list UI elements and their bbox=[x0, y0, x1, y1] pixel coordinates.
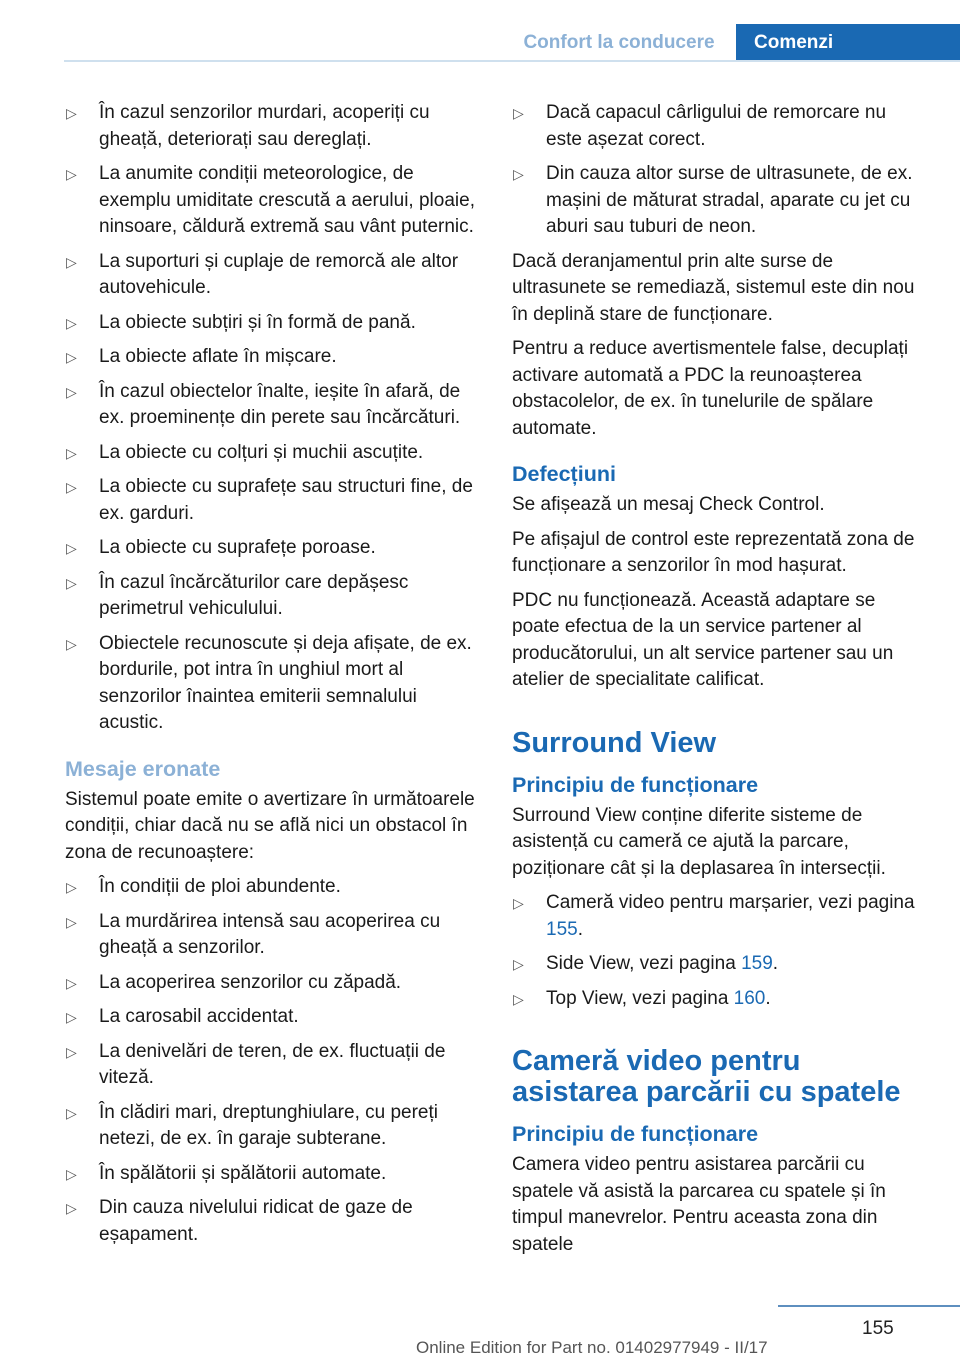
triangle-bullet-icon: ▷ bbox=[66, 1009, 77, 1025]
header-section-comenzi[interactable]: Comenzi bbox=[736, 24, 960, 62]
heading-surround-view: Surround View bbox=[512, 726, 717, 759]
errors-intro: Sistemul poate emite o avertizare în următoarele condiții, chiar dacă nu se află nici un obstacol în zona de recunoaștere: bbox=[65, 788, 475, 863]
list-item: ▷ La acoperirea senzorilor cu zăpadă. bbox=[65, 970, 479, 997]
triangle-bullet-icon: ▷ bbox=[66, 349, 77, 365]
triangle-bullet-icon: ▷ bbox=[513, 895, 524, 911]
heading-defectiuni: Defecțiuni bbox=[512, 462, 616, 486]
conditions-list bbox=[65, 100, 479, 737]
triangle-bullet-icon: ▷ bbox=[66, 1043, 77, 1060]
false-warnings-list bbox=[65, 874, 479, 1248]
triangle-bullet-icon: ▷ bbox=[66, 105, 77, 121]
list-item: ▷ La obiecte subțiri și în formă de pană. bbox=[65, 310, 479, 337]
defects-text-1: Se afișează un mesaj Check Control. bbox=[512, 494, 825, 515]
list-item: ▷ La anumite condiții meteorologice, de exemplu umiditate crescută a aerului, ploaie, ninsoare, căldură extremă sau vânt puternic. bbox=[66, 163, 475, 237]
triangle-bullet-icon: ▷ bbox=[66, 166, 77, 182]
defects-text-2: Pe afișajul de control este reprezentată zona de funcționare a senzorilor în mod hașurat. bbox=[512, 528, 915, 576]
triangle-bullet-icon: ▷ bbox=[66, 540, 77, 556]
header-divider bbox=[64, 60, 960, 62]
header-section-confort[interactable]: Confort la conducere bbox=[523, 32, 715, 53]
list-item: ▷ Din cauza nivelului ridicat de gaze de eșapament. bbox=[66, 1197, 413, 1245]
camera-text: Camera video pentru asistarea parcării cu spatele vă asistă la parcarea cu spatele și în timpul manevrelor. Pentru aceasta zona din spatele bbox=[512, 1154, 886, 1255]
paragraph-reduce-warnings: Pentru a reduce avertismentele false, decuplați activare automată a PDC la reunoașterea obstacolelor, de ex. în tunelurile de spălare automate. bbox=[512, 338, 909, 439]
heading-principle-camera: Principiu de funcționare bbox=[512, 1122, 759, 1146]
list-item: ▷ Side View, vezi pagina 159. bbox=[512, 951, 926, 978]
triangle-bullet-icon: ▷ bbox=[66, 314, 77, 331]
list-item: ▷ Dacă capacul cârligului de remorcare nu este așezat corect. bbox=[513, 102, 887, 150]
list-item: ▷ La suporturi și cuplaje de remorcă ale altor autovehicule. bbox=[66, 250, 459, 298]
list-item: ▷ La carosabil accidentat. bbox=[65, 1004, 479, 1031]
list-item: ▷ La obiecte cu colțuri și muchii ascuțite. bbox=[65, 440, 479, 467]
triangle-bullet-icon: ▷ bbox=[66, 444, 77, 461]
triangle-bullet-icon: ▷ bbox=[513, 166, 524, 182]
right-column bbox=[512, 100, 926, 1266]
list-item: ▷ În cazul senzorilor murdari, acoperiți cu gheață, deteriorați sau dereglați. bbox=[66, 102, 430, 150]
edition-footer: Online Edition for Part no. 01402977949 - II/17 bbox=[416, 1338, 768, 1357]
triangle-bullet-icon: ▷ bbox=[513, 956, 524, 972]
triangle-bullet-icon: ▷ bbox=[66, 1104, 77, 1121]
triangle-bullet-icon: ▷ bbox=[66, 913, 77, 930]
more-conditions-list bbox=[512, 100, 926, 241]
triangle-bullet-icon: ▷ bbox=[66, 574, 77, 591]
list-item: ▷ În spălătorii și spălătorii automate. bbox=[65, 1161, 479, 1188]
list-item: ▷ În cazul obiectelor înalte, ieșite în afară, de ex. proeminențe din perete sau încărcături. bbox=[66, 380, 461, 428]
triangle-bullet-icon: ▷ bbox=[66, 1165, 77, 1182]
triangle-bullet-icon: ▷ bbox=[513, 990, 524, 1007]
left-column bbox=[65, 100, 479, 1256]
list-item: ▷ Obiectele recunoscute și deja afișate, de ex. bordurile, pot intra în unghiul mort al senzorilor înaintea emiterii semnalului acustic. bbox=[66, 632, 472, 733]
list-item: ▷ În clădiri mari, dreptunghiulare, cu pereți netezi, de ex. în garaje subterane. bbox=[66, 1101, 439, 1149]
heading-mesaje-eronate: Mesaje eronate bbox=[65, 756, 221, 781]
surround-view-list bbox=[512, 890, 926, 1012]
triangle-bullet-icon: ▷ bbox=[66, 879, 77, 895]
triangle-bullet-icon: ▷ bbox=[66, 253, 77, 270]
list-item: ▷ La obiecte aflate în mișcare. bbox=[65, 344, 479, 371]
heading-principle-surround: Principiu de funcționare bbox=[512, 772, 759, 797]
list-item: ▷ La murdărirea intensă sau acoperirea cu gheață a senzorilor. bbox=[66, 910, 441, 958]
page-link-160[interactable]: 160 bbox=[733, 987, 766, 1009]
heading-rear-camera: Cameră video pentru asistarea parcării cu spatele bbox=[512, 1045, 901, 1108]
list-item: ▷ Cameră video pentru marșarier, vezi pagina 155. bbox=[513, 892, 915, 940]
footer-divider bbox=[778, 1305, 960, 1307]
list-item: ▷ La obiecte cu suprafețe poroase. bbox=[65, 535, 479, 562]
list-item: ▷ La obiecte cu suprafețe sau structuri fine, de ex. garduri. bbox=[66, 476, 473, 524]
page-link-159[interactable]: 159 bbox=[741, 953, 773, 974]
triangle-bullet-icon: ▷ bbox=[66, 383, 77, 400]
surround-view-text: Surround View conține diferite sisteme de asistență cu cameră ce ajută la parcare, poziționare cât și la deplasarea în intersecții. bbox=[512, 804, 886, 879]
list-item: ▷ Din cauza altor surse de ultrasunete, de ex. mașini de măturat stradal, aparate cu jet cu aburi sau tuburi de neon. bbox=[513, 163, 913, 237]
paragraph-remedy: Dacă deranjamentul prin alte surse de ultrasunete se remediază, sistemul este din nou în deplină stare de funcționare. bbox=[512, 250, 915, 325]
list-item: ▷ Top View, vezi pagina 160. bbox=[512, 986, 926, 1013]
triangle-bullet-icon: ▷ bbox=[66, 1200, 77, 1216]
triangle-bullet-icon: ▷ bbox=[66, 479, 77, 495]
page-number: 155 bbox=[862, 1318, 894, 1339]
list-item: ▷ La denivelări de teren, de ex. fluctuații de viteză. bbox=[66, 1040, 446, 1088]
defects-text-3: PDC nu funcționează. Această adaptare se poate efectua de la un service partener al producătorului, un alt service partener sau un atelier de specialitate calificat. bbox=[512, 589, 894, 690]
triangle-bullet-icon: ▷ bbox=[513, 105, 524, 121]
page-link-155[interactable]: 155 bbox=[546, 918, 578, 940]
list-item: ▷ În cazul încărcăturilor care depășesc perimetrul vehiculului. bbox=[66, 571, 409, 619]
list-item: ▷ În condiții de ploi abundente. bbox=[65, 874, 479, 901]
triangle-bullet-icon: ▷ bbox=[66, 635, 77, 652]
triangle-bullet-icon: ▷ bbox=[66, 974, 77, 991]
